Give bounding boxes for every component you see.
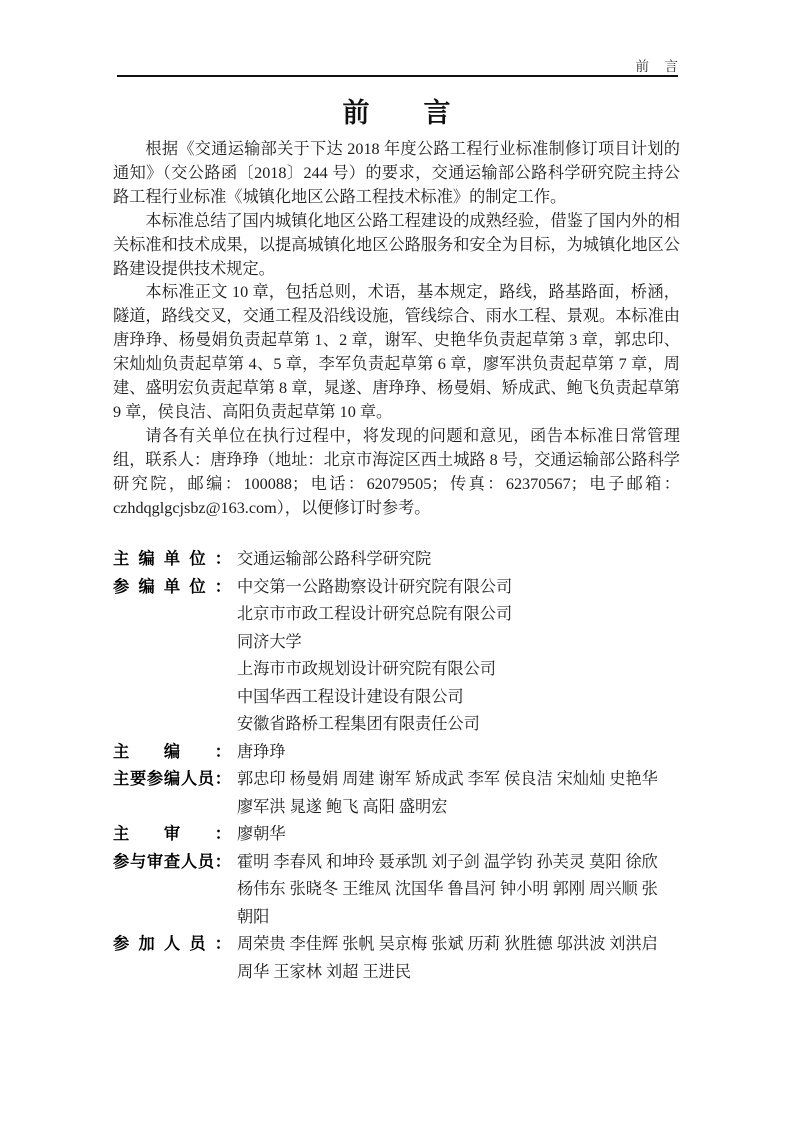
credit-value: 唐琤琤	[237, 742, 286, 761]
credit-value: 同济大学	[237, 632, 302, 651]
credit-value: 杨伟东 张晓冬 王维凤 沈国华 鲁昌河 钟小明 郭刚 周兴顺 张	[237, 880, 658, 898]
credit-label: 参加人员：	[113, 935, 231, 953]
credit-row-chief-editor	[113, 739, 680, 767]
credit-label: 参与审查人员：	[113, 852, 231, 871]
credit-value: 郭忠印 杨曼娟 周建 谢军 矫成武 李军 侯良洁 宋灿灿 史艳华	[237, 770, 658, 788]
running-header: 前 言	[635, 59, 679, 74]
credit-row-chief-editing-org	[113, 546, 680, 574]
paragraph-chapters: 本标准正文 10 章，包括总则，术语，基本规定，路线，路基路面，桥涵，隧道，路线交叉，交通工程及沿线设施，管线综合、雨水工程、景观。本标准由唐琤琤、杨曼娟负责起草第 1、2 章，谢军、史艳华负责起草第 3 章，郭忠印、宋灿灿负责起草第 4、5 章，李军负责起草第 6 章，廖军洪负责起草第 7 章，周建、盛明宏负责起草第 8 章，晁遂、唐琤琤、杨曼娟、矫成武、鲍飞负责起草第 9 章，侯良洁、高阳负责起草第 10 章。	[113, 283, 680, 421]
paragraph-summary: 本标准总结了国内城镇化地区公路工程建设的成熟经验，借鉴了国内外的相关标准和技术成果，以提高城镇化地区公路服务和安全为目标，为城镇化地区公路建设提供技术规定。	[113, 211, 680, 278]
credit-row-review-panel	[113, 849, 680, 932]
credit-row-chief-reviewer	[113, 821, 680, 849]
credit-label: 主编单位：	[113, 550, 231, 568]
credit-value: 廖军洪 晁遂 鲍飞 高阳 盛明宏	[237, 797, 448, 816]
credit-value: 安徽省路桥工程集团有限责任公司	[237, 715, 480, 733]
credit-value: 北京市市政工程设计研究总院有限公司	[237, 605, 513, 623]
credit-label: 参编单位：	[113, 577, 231, 596]
credit-value: 交通运输部公路科学研究院	[237, 550, 432, 568]
header-rule	[117, 75, 678, 77]
paragraph-contact: 请各有关单位在执行过程中，将发现的问题和意见，函告本标准日常管理组，联系人：唐琤琤（地址：北京市海淀区西土城路 8 号，交通运输部公路科学研究院，邮编：100088；电话：62079505；传真：62370567；电子邮箱：czhdqglgcjsbz@163.com），以便修订时参考。	[113, 426, 680, 517]
credit-row-participants	[113, 931, 680, 986]
credit-value: 中国华西工程设计建设有限公司	[237, 687, 464, 706]
credit-value: 霍明 李春风 和坤玲 聂承凯 刘子剑 温学钧 孙芙灵 莫阳 徐欣	[237, 852, 658, 871]
credits-section	[113, 546, 680, 986]
credit-value: 周华 王家林 刘超 王进民	[237, 962, 412, 981]
credit-value: 廖朝华	[237, 825, 286, 843]
credit-row-participating-orgs	[113, 574, 680, 739]
credit-value: 朝阳	[237, 907, 270, 926]
preface-body	[113, 138, 680, 521]
credit-label: 主要参编人员：	[113, 770, 231, 788]
credit-value: 周荣贵 李佳辉 张帆 吴京梅 张斌 历莉 狄胜德 邬洪波 刘洪启	[237, 935, 658, 953]
credit-row-main-contributors	[113, 766, 680, 821]
credit-label: 主编：	[113, 742, 231, 761]
credit-label: 主审：	[113, 825, 231, 843]
page-title: 前 言	[342, 98, 451, 128]
paragraph-notice: 根据《交通运输部关于下达 2018 年度公路工程行业标准制修订项目计划的通知》（交公路函〔2018〕244 号）的要求，交通运输部公路科学研究院主持公路工程行业标准《城镇化地区公路工程技术标准》的制定工作。	[113, 140, 680, 206]
credit-value: 上海市市政规划设计研究院有限公司	[237, 660, 496, 678]
credit-value: 中交第一公路勘察设计研究院有限公司	[237, 577, 513, 596]
